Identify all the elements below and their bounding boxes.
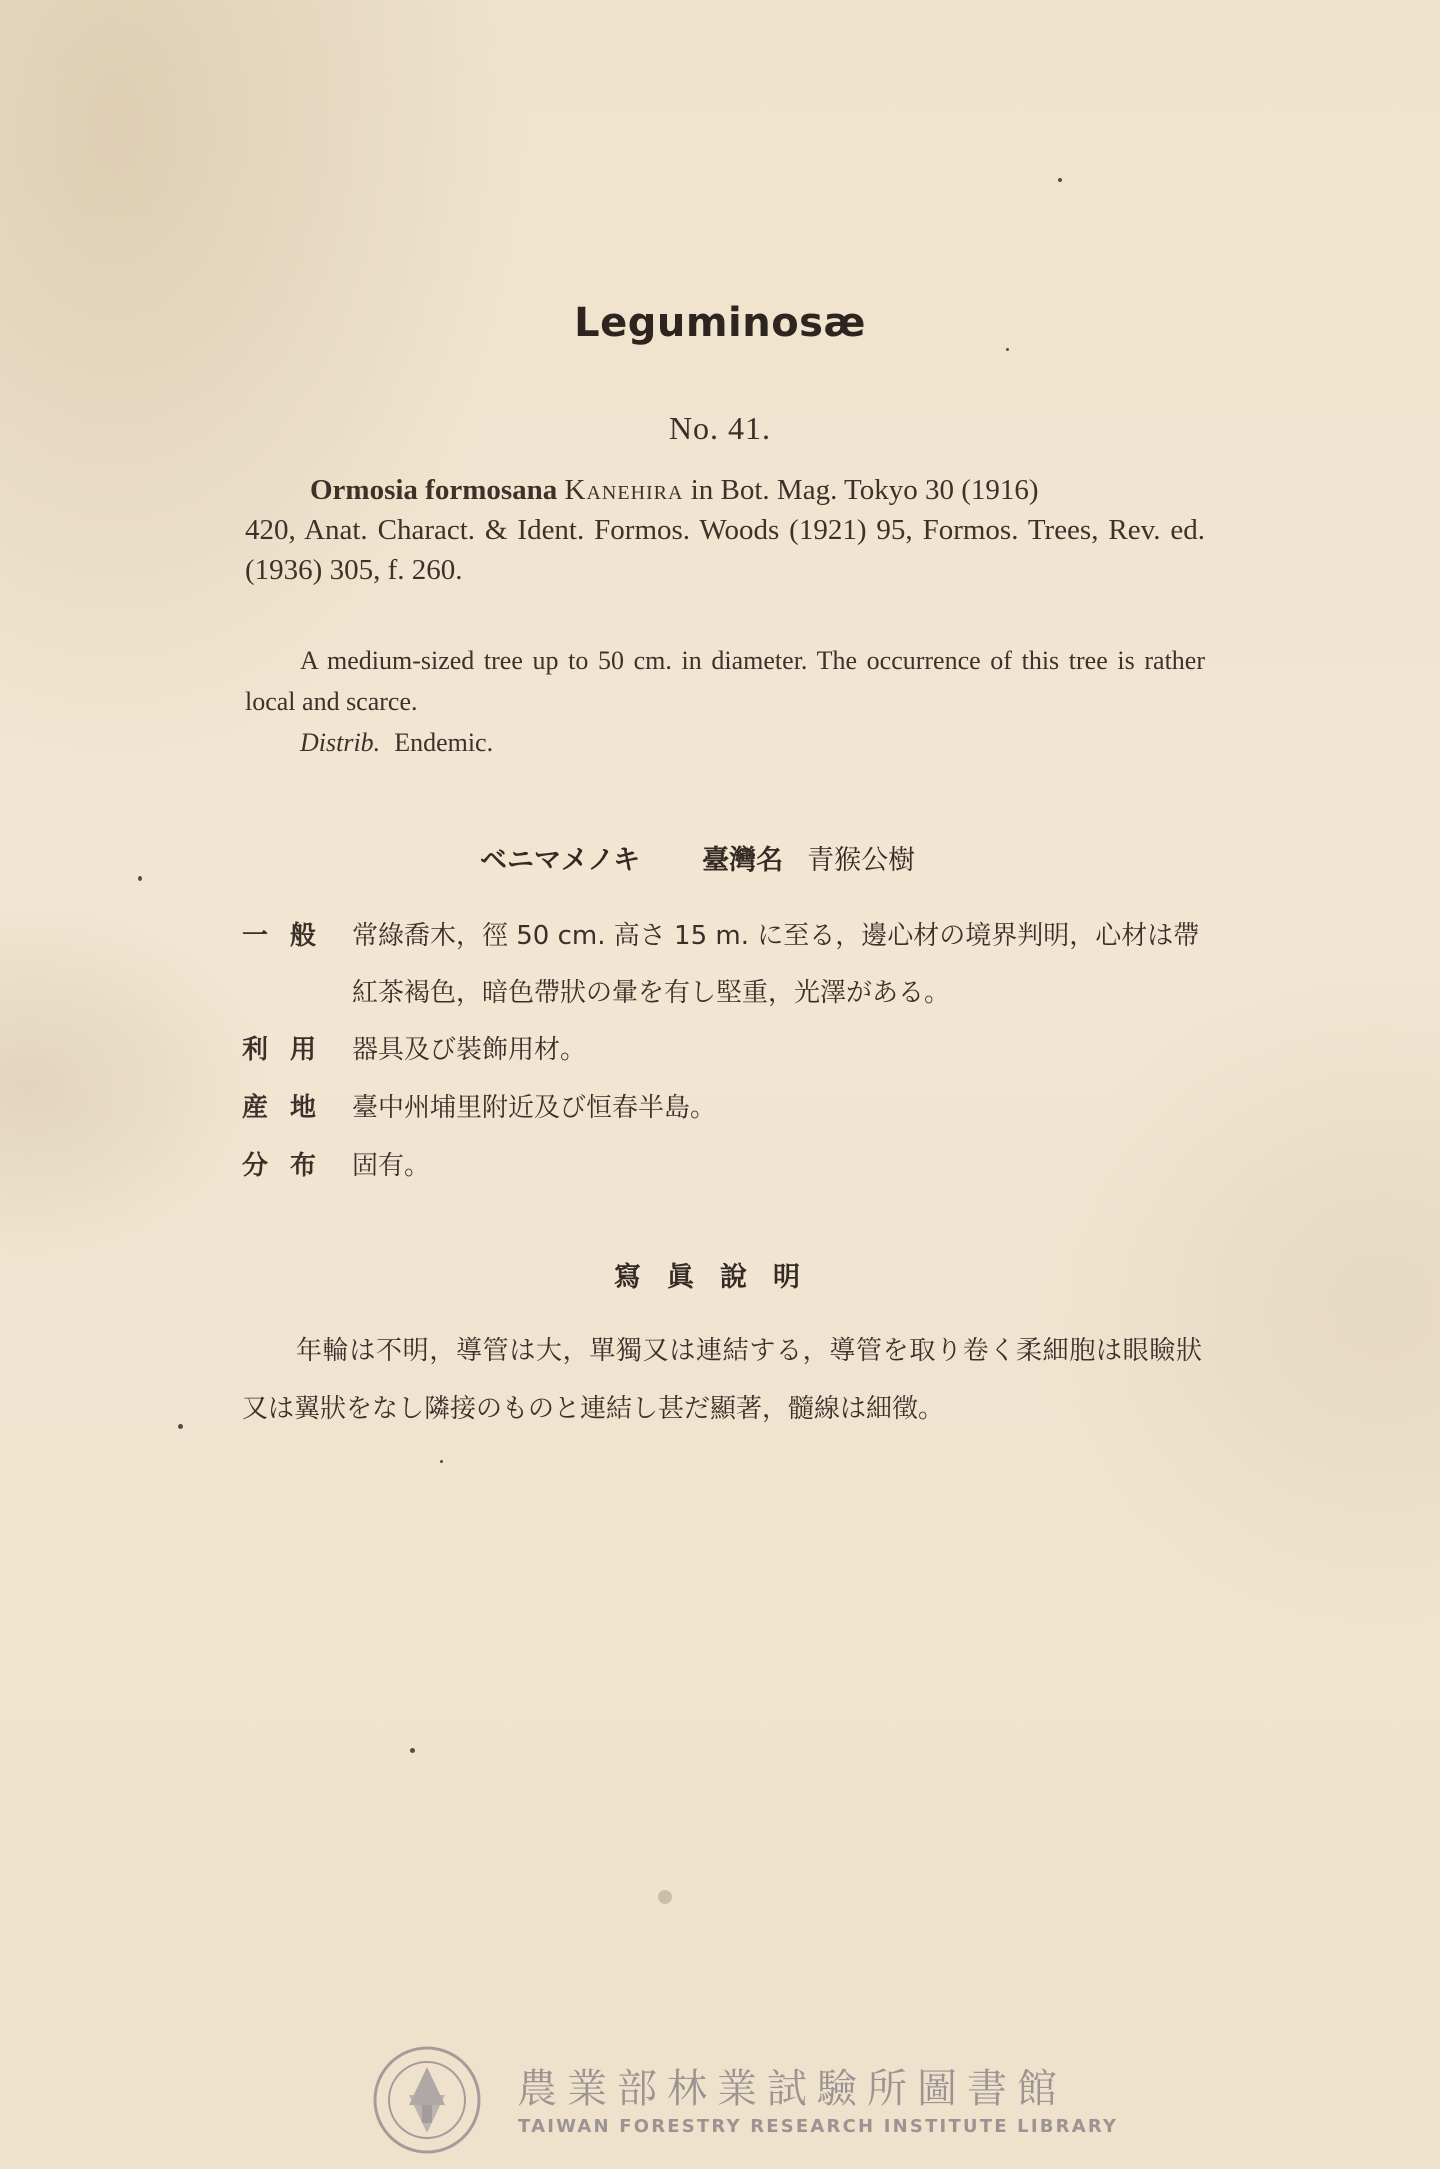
distrib-value: Endemic. [394,728,494,757]
japanese-name-header [480,838,915,877]
citation-block [245,470,1205,590]
paper-speck [410,1748,415,1753]
entry-label: 産地 [242,1093,339,1123]
entry-label: 利用 [242,1035,339,1065]
paper-stain [658,1890,672,1904]
entry-text: 常綠喬木，徑 50 cm. 高さ 15 m. に至る，邊心材の境界判明，心材は帶紅茶褐色，暗色帶狀の暈を有し堅重，光澤がある。 [352,921,1200,1008]
library-name-chinese: 農業部林業試驗所圖書館 [517,2066,1067,2112]
author-name: Kanehira [564,474,684,506]
citation-rest: in Bot. Mag. Tokyo 30 (1916) [683,474,1039,506]
library-stamp [372,2045,1119,2155]
paper-speck [440,1460,443,1463]
library-name-english: TAIWAN FORESTRY RESEARCH INSTITUTE LIBRARY [518,2116,1119,2137]
specimen-number: No. 41. [668,410,772,446]
taiwan-name: 青猴公樹 [807,845,916,876]
entry-use [242,1022,1212,1079]
family-title: Leguminosæ [574,300,866,346]
description-text: A medium-sized tree up to 50 cm. in diameter. The occurrence of this tree is rather local and scarce. [245,646,1205,716]
entry-text: 臺中州埔里附近及び恒春半島。 [352,1093,717,1123]
citation-references: 420, Anat. Charact. & Ident. Formos. Woods (1921) 95, Formos. Trees, Rev. ed. (1936) 305, f. 260. [245,514,1205,586]
citation-line [245,470,1205,510]
japanese-name: ベニマメノキ [480,845,641,876]
taiwan-name-label: 臺灣名 [702,845,784,876]
paper-speck [178,1424,183,1429]
photo-explanation-heading: 寫眞說明 [614,1262,826,1293]
entry-label: 一般 [242,921,339,951]
binomial-name: Ormosia formosana [310,474,558,506]
entry-distribution [242,1138,1212,1195]
distribution-line [245,722,1205,763]
paper-speck [1006,348,1009,351]
paper-speck [138,876,142,881]
paper-speck [1058,178,1062,182]
entry-text: 器具及び裝飾用材。 [352,1035,587,1065]
distrib-label: Distrib. [300,728,381,757]
entry-label: 分布 [242,1151,339,1181]
photo-explanation-text: 年輪は不明，導管は大，單獨又は連結する，導管を取り卷く柔細胞は眼瞼狀又は翼狀をなし隣接のものと連結し甚だ顯著，髓線は細徵。 [242,1336,1202,1424]
description-block [245,640,1205,763]
entry-text: 固有。 [352,1151,431,1181]
entry-origin [242,1080,1212,1137]
library-seal-icon [372,2045,482,2155]
entry-general [242,908,1212,1022]
